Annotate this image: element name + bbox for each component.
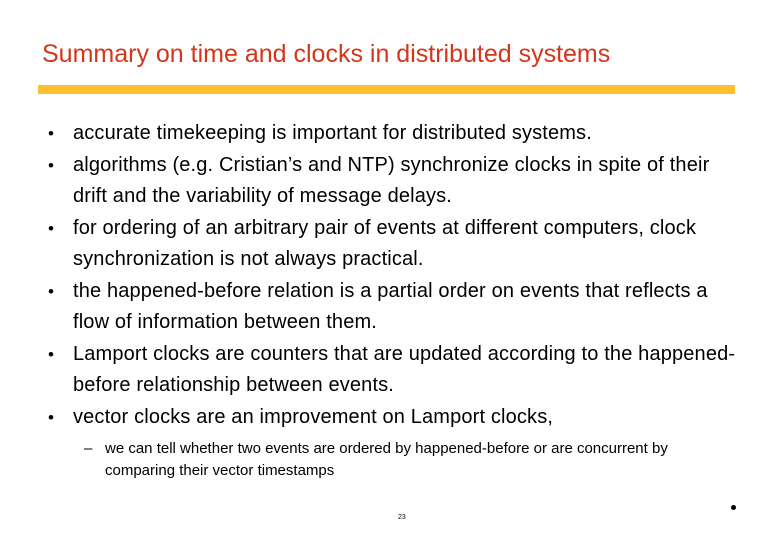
bullet-dot: •	[48, 281, 55, 301]
bullet-item	[48, 276, 748, 339]
page-number: 23	[398, 514, 406, 521]
corner-dot	[731, 505, 736, 510]
bullet-dot: •	[48, 344, 55, 364]
bullet-text: accurate timekeeping is important for distributed systems.	[73, 122, 592, 144]
bullet-item	[48, 339, 748, 402]
sub-bullet-dash: –	[84, 440, 93, 457]
bullet-item	[48, 402, 748, 434]
sub-bullet-item	[84, 438, 724, 481]
bullet-dot: •	[48, 155, 55, 175]
sub-bullet-text: we can tell whether two events are ordered by happened-before or are concurrent by comparing their vector timestamps	[105, 440, 668, 479]
bullet-text: for ordering of an arbitrary pair of events at different computers, clock synchronization is not always practical.	[73, 216, 697, 270]
bullet-item	[48, 118, 748, 150]
bullet-text: algorithms (e.g. Cristian’s and NTP) synchronize clocks in spite of their drift and the variability of message delays.	[73, 153, 710, 207]
bullet-text: vector clocks are an improvement on Lamport clocks,	[73, 405, 554, 428]
title-underline-bar	[38, 85, 735, 94]
bullet-dot: •	[48, 218, 55, 238]
bullet-list	[48, 118, 748, 433]
bullet-item	[48, 150, 748, 213]
bullet-text: the happened-before relation is a partial order on events that reflects a flow of information between them.	[73, 279, 708, 333]
bullet-dot: •	[48, 407, 55, 427]
sub-bullet-list	[84, 438, 724, 481]
bullet-dot: •	[48, 124, 55, 143]
slide-title: Summary on time and clocks in distributed systems	[42, 40, 611, 68]
bullet-item	[48, 213, 748, 276]
bullet-text: Lamport clocks are counters that are updated according to the happened-before relationship between events.	[73, 342, 736, 396]
